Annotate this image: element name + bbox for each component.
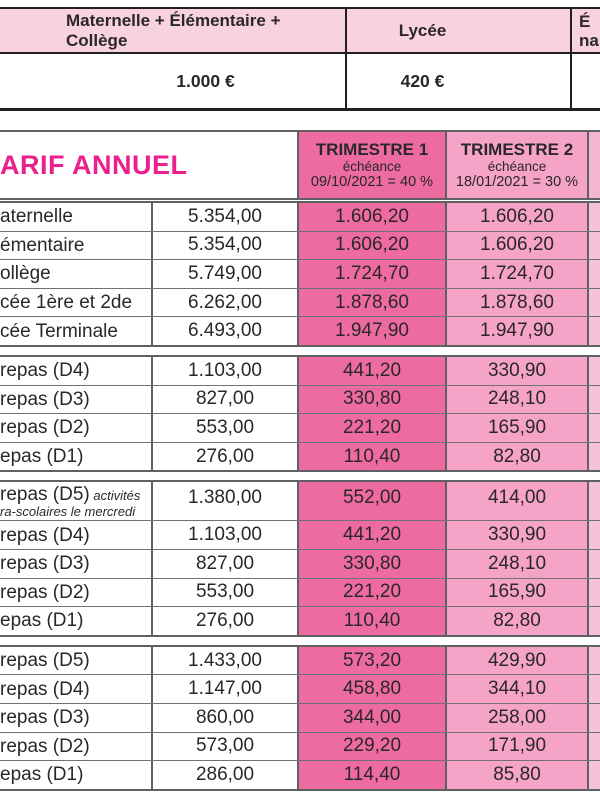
row-label: repas (D3) <box>0 386 153 414</box>
trimestre2-amount: 344,10 <box>447 675 589 703</box>
next-column-sliver <box>589 607 600 635</box>
next-column-sliver <box>589 647 600 675</box>
trimestre2-amount: 165,90 <box>447 414 589 442</box>
trimestre2-amount: 429,90 <box>447 647 589 675</box>
trimestre1-amount: 1.606,20 <box>299 232 447 260</box>
table-row <box>0 203 600 231</box>
header-cropped-column <box>572 9 600 52</box>
trimestre1-amount: 110,40 <box>299 607 447 635</box>
trimestre2-title: TRIMESTRE 2 <box>460 139 574 159</box>
row-label: epas (D1) <box>0 443 153 471</box>
trimestre2-amount: 414,00 <box>447 482 589 520</box>
trimestre1-amount: 330,80 <box>299 386 447 414</box>
trimestre2-amount: 82,80 <box>447 443 589 471</box>
trimestre2-subtitle: échéance <box>487 158 547 174</box>
trimestre1-amount: 441,20 <box>299 521 447 549</box>
next-column-sliver <box>589 289 600 317</box>
next-column-sliver <box>589 761 600 789</box>
table-row <box>0 259 600 288</box>
trimestre1-amount: 552,00 <box>299 482 447 520</box>
trimestre2-amount: 248,10 <box>447 550 589 578</box>
trimestre2-amount: 85,80 <box>447 761 589 789</box>
table-row <box>0 674 600 703</box>
tariff-section <box>0 645 600 791</box>
trimestre2-amount: 1.878,60 <box>447 289 589 317</box>
header-cropped-line2: na <box>579 30 599 50</box>
trimestre2-amount: 1.606,20 <box>447 203 589 231</box>
row-label-note-line2: ra-scolaires le mercredi <box>0 503 136 519</box>
fixed-fees-value-row <box>0 54 600 111</box>
table-row <box>0 760 600 789</box>
next-column-sliver <box>589 704 600 732</box>
table-row <box>0 647 600 675</box>
trimestre2-amount: 330,90 <box>447 357 589 385</box>
trimestre1-amount: 573,20 <box>299 647 447 675</box>
row-label: repas (D3) <box>0 550 153 578</box>
annual-amount: 1.433,00 <box>153 647 299 675</box>
table-row <box>0 482 600 520</box>
table-row <box>0 606 600 635</box>
trimestre1-amount: 221,20 <box>299 414 447 442</box>
annual-amount: 1.103,00 <box>153 357 299 385</box>
annual-amount: 276,00 <box>153 607 299 635</box>
annual-amount: 6.493,00 <box>153 317 299 345</box>
table-row <box>0 288 600 317</box>
trimestre2-amount: 258,00 <box>447 704 589 732</box>
annual-amount: 1.147,00 <box>153 675 299 703</box>
annual-amount: 1.103,00 <box>153 521 299 549</box>
trimestre1-amount: 1.947,90 <box>299 317 447 345</box>
row-label: aternelle <box>0 203 153 231</box>
annual-amount: 5.749,00 <box>153 260 299 288</box>
next-column-sliver <box>589 357 600 385</box>
row-label: epas (D1) <box>0 761 153 789</box>
fee-lycee: 420 € <box>347 54 572 108</box>
next-column-sliver <box>589 521 600 549</box>
page-title: ARIF ANNUEL <box>0 149 188 180</box>
tariff-sections <box>0 201 600 791</box>
trimestre1-subtitle: échéance <box>342 158 402 174</box>
trimestre2-header <box>447 132 589 198</box>
trimestre2-due-date: 18/01/2021 = 30 % <box>455 173 579 190</box>
next-column-sliver <box>589 733 600 761</box>
table-row <box>0 703 600 732</box>
header-cropped-line1: É <box>579 11 591 31</box>
row-label: cée 1ère et 2de <box>0 289 153 317</box>
table-row <box>0 442 600 471</box>
tariff-section <box>0 201 600 347</box>
annual-amount: 553,00 <box>153 414 299 442</box>
table-row <box>0 520 600 549</box>
trimestre1-header <box>299 132 447 198</box>
table-row <box>0 231 600 260</box>
next-column-sliver <box>589 579 600 607</box>
annual-amount: 827,00 <box>153 386 299 414</box>
trimestre2-amount: 1.724,70 <box>447 260 589 288</box>
annual-tariff-title-cell <box>0 132 299 198</box>
trimestre2-amount: 330,90 <box>447 521 589 549</box>
next-column-sliver <box>589 443 600 471</box>
row-label: repas (D5) activités ra-scolaires le mercredi <box>0 482 153 520</box>
fee-maternelle-elementaire-college: 1.000 € <box>0 54 347 108</box>
annual-tariff-header-row <box>0 130 600 200</box>
next-column-sliver <box>589 414 600 442</box>
trimestre2-amount: 1.606,20 <box>447 232 589 260</box>
next-column-sliver <box>589 232 600 260</box>
tariff-section <box>0 480 600 636</box>
annual-amount: 553,00 <box>153 579 299 607</box>
next-column-sliver <box>589 317 600 345</box>
annual-amount: 5.354,00 <box>153 203 299 231</box>
row-label: repas (D2) <box>0 579 153 607</box>
row-label: repas (D4) <box>0 521 153 549</box>
annual-amount: 5.354,00 <box>153 232 299 260</box>
table-row <box>0 732 600 761</box>
trimestre1-amount: 229,20 <box>299 733 447 761</box>
next-column-sliver <box>589 203 600 231</box>
trimestre1-amount: 1.606,20 <box>299 203 447 231</box>
next-column-sliver-header <box>589 132 600 198</box>
next-column-sliver <box>589 675 600 703</box>
trimestre1-amount: 221,20 <box>299 579 447 607</box>
row-label: repas (D4) <box>0 675 153 703</box>
trimestre2-amount: 165,90 <box>447 579 589 607</box>
header-lycee: Lycée <box>347 9 572 52</box>
next-column-sliver <box>589 482 600 520</box>
table-row <box>0 316 600 345</box>
table-row <box>0 413 600 442</box>
trimestre1-amount: 1.878,60 <box>299 289 447 317</box>
header-maternelle-elementaire-college: Maternelle + Élémentaire + Collège <box>0 9 347 52</box>
table-row <box>0 549 600 578</box>
trimestre1-amount: 1.724,70 <box>299 260 447 288</box>
row-label: repas (D2) <box>0 414 153 442</box>
row-label: repas (D4) <box>0 357 153 385</box>
trimestre2-amount: 248,10 <box>447 386 589 414</box>
tariff-section <box>0 355 600 472</box>
table-row <box>0 357 600 385</box>
annual-amount: 860,00 <box>153 704 299 732</box>
annual-amount: 276,00 <box>153 443 299 471</box>
annual-amount: 1.380,00 <box>153 482 299 520</box>
trimestre2-amount: 82,80 <box>447 607 589 635</box>
next-column-sliver <box>589 260 600 288</box>
row-label: epas (D1) <box>0 607 153 635</box>
fixed-fees-table <box>0 7 600 111</box>
annual-tariff-table <box>0 130 600 799</box>
row-label: cée Terminale <box>0 317 153 345</box>
fixed-fees-header-row <box>0 9 600 54</box>
trimestre1-amount: 344,00 <box>299 704 447 732</box>
row-label: émentaire <box>0 232 153 260</box>
table-row <box>0 385 600 414</box>
next-column-sliver <box>589 386 600 414</box>
row-label-note: activités <box>89 487 141 503</box>
row-label: ollège <box>0 260 153 288</box>
trimestre1-amount: 110,40 <box>299 443 447 471</box>
trimestre2-amount: 171,90 <box>447 733 589 761</box>
trimestre1-amount: 330,80 <box>299 550 447 578</box>
annual-amount: 573,00 <box>153 733 299 761</box>
trimestre1-title: TRIMESTRE 1 <box>315 139 429 159</box>
annual-amount: 6.262,00 <box>153 289 299 317</box>
trimestre1-due-date: 09/10/2021 = 40 % <box>310 173 434 190</box>
row-label: repas (D3) <box>0 704 153 732</box>
table-row <box>0 578 600 607</box>
fee-cropped-column <box>572 54 600 108</box>
next-column-sliver <box>589 550 600 578</box>
annual-amount: 827,00 <box>153 550 299 578</box>
trimestre1-amount: 441,20 <box>299 357 447 385</box>
trimestre1-amount: 114,40 <box>299 761 447 789</box>
annual-amount: 286,00 <box>153 761 299 789</box>
trimestre2-amount: 1.947,90 <box>447 317 589 345</box>
row-label: repas (D5) <box>0 647 153 675</box>
trimestre1-amount: 458,80 <box>299 675 447 703</box>
row-label: repas (D2) <box>0 733 153 761</box>
